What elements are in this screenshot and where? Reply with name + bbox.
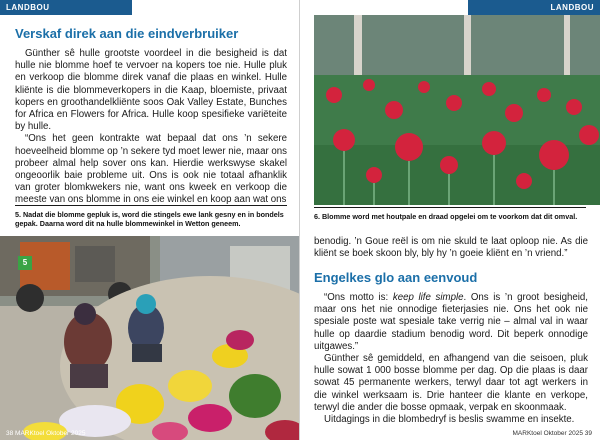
photo-number-badge: 5 <box>18 256 32 270</box>
motto-prefix: “Ons motto is: <box>324 292 393 303</box>
flower-bunching-photo <box>0 236 300 440</box>
right-caption-rule <box>314 207 586 208</box>
right-body <box>314 292 588 426</box>
right-heading: Engelkes glo aan eenvoud <box>314 270 478 285</box>
left-caption-rule <box>15 205 287 206</box>
left-caption: 5. Nadat die blomme gepluk is, word die stingels ewe lank gesny en in bondels gepak. Daarna word dit na hulle blommewinkel in Wetton geneem. <box>15 210 284 228</box>
right-caption: 6. Blomme word met houtpale en draad opgelei om te voorkom dat dit omval. <box>314 212 578 221</box>
motto-rest: . Ons is ’n groot besigheid, maar ons het nie onnodige fieterjasies nie. Ons het ook nie spesiale poste wat spesiale take verrig nie – almal val in waar hulle op daardie stadium benodig word. Dit beperk onnodige uitgawes.” <box>314 292 588 352</box>
right-intro-paragraph: benodig. ’n Goue reël is om nie skuld te laat oploop nie. As die kliënt se boek skoon bly, bly hy ’n goeie kliënt en ’n vriend.” <box>314 236 588 260</box>
left-folio: 38 MARKtoel Oktober 2025 <box>6 430 86 437</box>
right-intro <box>314 236 588 260</box>
right-paragraph-1 <box>314 292 588 353</box>
workers-with-flowers-illustration <box>0 236 300 440</box>
greenhouse-flowers-photo <box>314 15 600 205</box>
right-paragraph-2: Günther sê gemiddeld, en afhangend van die seisoen, pluk hulle sowat 1 000 bosse blomme per dag. Op die plaas is daar sowat 45 permanente werkers, terwyl daar tot agt werkers in die winkel werksaam is. Drie hanteer die klante en verkope, terwyl die ander die bosse opmaak, verpak en skoonmaak. <box>314 353 588 413</box>
section-tab-left: LANDBOU <box>0 0 132 15</box>
right-page <box>300 0 600 440</box>
left-body <box>15 48 287 207</box>
left-paragraph-1: Günther sê hulle grootste voordeel in die besigheid is dat hulle nie blomme hoef te vervoer na kopers toe nie. Hulle pluk en verkoop die blomme direk vanaf die plaas en winkel. Hulle kliënte is die blommeverkopers in die Kaap, bloemiste, privaat kopers en groothandelkliënte soos Oak Valley Estate, Bunches for Africa en Flowers for Africa. Hulle koop spesifieke variëteite by hulle. <box>15 48 287 133</box>
motto-emphasis: keep life simple <box>392 292 464 303</box>
left-paragraph-2: “Ons het geen kontrakte wat bepaal dat ons ’n sekere hoeveelheid blomme op ’n sekere tyd moet lewer nie, maar ons probeer almal help sover ons kan. Hierdie werkswyse skakel ongeoorlik baie probleme uit. Ons is ook nie totaal afhanklik van groter blomkwekers nie, want ons kweek en verkoop die meeste van ons blomme in ons eie winkel en koop aan wat ons <box>15 133 287 206</box>
greenhouse-carnations-illustration <box>314 15 600 205</box>
section-tab-right: LANDBOU <box>468 0 600 15</box>
right-folio: MARKtoel Oktober 2025 39 <box>512 430 592 437</box>
right-paragraph-3: Uitdagings in die blombedryf is beslis swamme en insekte. <box>324 414 575 426</box>
left-heading: Verskaf direk aan die eindverbruiker <box>15 26 239 41</box>
